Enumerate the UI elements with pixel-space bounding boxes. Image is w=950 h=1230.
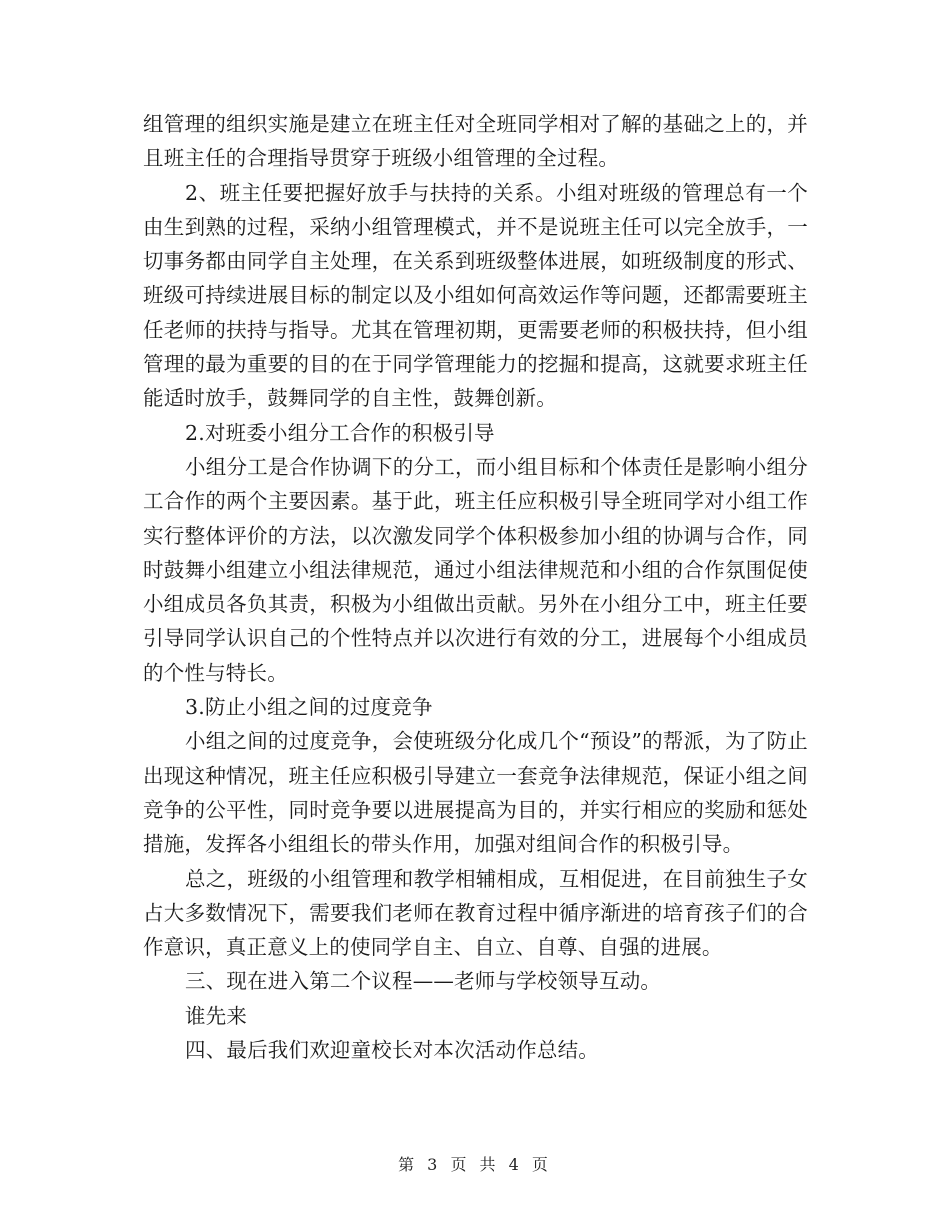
agenda-who-first: 谁先来 bbox=[185, 1003, 248, 1028]
section-heading-division-of-labor: 2.对班委小组分工合作的积极引导 bbox=[185, 420, 495, 445]
paragraph-division-of-labor: 小组分工是合作协调下的分工，而小组目标和个体责任是影响小组分工合作的两个主要因素。基于此，班主任应积极引导全班同学对小组工作实行整体评价的方法，以次激发同学个体积极参加小组的协调与合作，同时鼓舞小组建立小组法律规范，通过小组法律规范和小组的合作氛围促使小组成员各负其责，积极为小组做出贡献。另外在小组分工中，班主任要引导同学认识自己的个性特点并以次进行有效的分工，进展每个小组成员的个性与特长。 bbox=[143, 454, 808, 685]
page-number-footer: 第 3 页 共 4 页 bbox=[398, 1155, 552, 1174]
paragraph-prevent-competition: 小组之间的过度竞争，会使班级分化成几个“预设”的帮派，为了防止出现这种情况，班主任应积极引导建立一套竞争法律规范，保证小组之间竞争的公平性，同时竞争要以进展提高为目的，并实行相应的奖励和惩处措施，发挥各小组组长的带头作用，加强对组间合作的积极引导。 bbox=[143, 729, 808, 857]
agenda-item-four: 四、最后我们欢迎童校长对本次活动作总结。 bbox=[185, 1038, 599, 1063]
paragraph-point-2-release-and-support: 2、班主任要把握好放手与扶持的关系。小组对班级的管理总有一个由生到熟的过程，采纳小组管理模式，并不是说班主任可以完全放手，一切事务都由同学自主处理，在关系到班级整体进展，如班级制度的形式、班级可持续进展目标的制定以及小组如何高效运作等问题，还都需要班主任老师的扶持与指导。尤其在管理初期，更需要老师的积极扶持，但小组管理的最为重要的目的在于同学管理能力的挖掘和提高，这就要求班主任能适时放手，鼓舞同学的自主性，鼓舞创新。 bbox=[143, 180, 808, 411]
agenda-item-three: 三、现在进入第二个议程——老师与学校领导互动。 bbox=[185, 969, 662, 994]
paragraph-continuation: 组管理的组织实施是建立在班主任对全班同学相对了解的基础之上的，并且班主任的合理指导贯穿于班级小组管理的全过程。 bbox=[143, 112, 808, 171]
section-heading-prevent-competition: 3.防止小组之间的过度竞争 bbox=[185, 695, 433, 720]
paragraph-summary: 总之，班级的小组管理和教学相辅相成，互相促进，在目前独生子女占大多数情况下，需要我们老师在教育过程中循序渐进的培育孩子们的合作意识，真正意义上的使同学自主、自立、自尊、自强的进展。 bbox=[143, 866, 808, 960]
document-body bbox=[143, 107, 808, 1067]
